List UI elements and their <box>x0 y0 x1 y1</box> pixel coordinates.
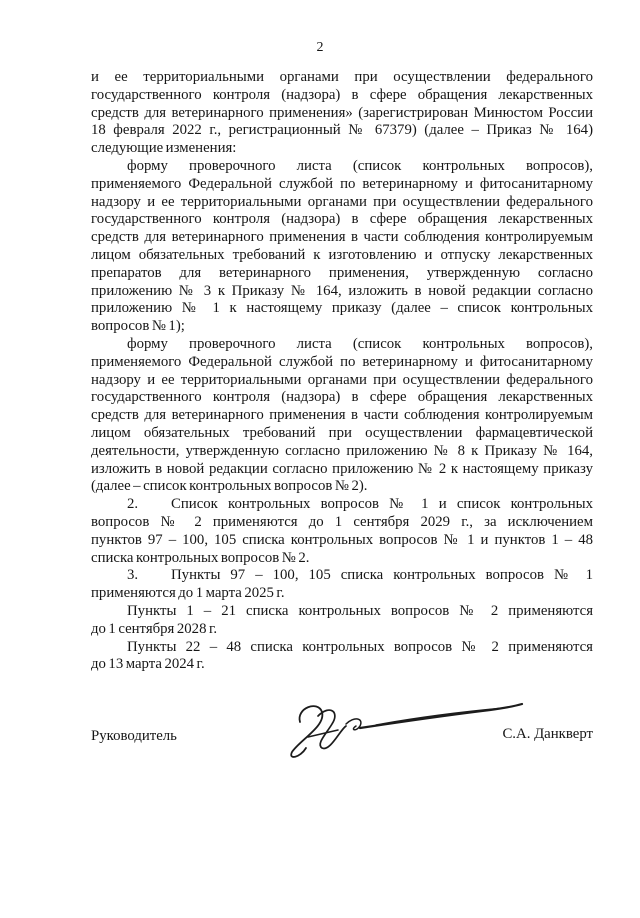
body-line-text: Список контрольных вопросов № 1 и список контрольных <box>171 496 593 513</box>
body-line: (далее – список контрольных вопросов № 2). <box>91 478 368 495</box>
item-number: 2. <box>127 496 139 513</box>
body-line: форму проверочного листа (список контрольных вопросов), <box>127 157 593 174</box>
body-line: средств для ветеринарного применения» (зарегистрирован Минюстом России <box>91 104 593 121</box>
item-2 <box>91 496 593 567</box>
body-line: средств для ветеринарного применения в части соблюдения контролируемым <box>91 407 593 424</box>
body-line: государственного контроля (надзора) в сфере обращения лекарственных <box>91 86 593 103</box>
item-3 <box>91 567 593 603</box>
body-line: и ее территориальными органами при осуществлении федерального <box>91 69 593 85</box>
body-line: следующие изменения: <box>91 140 237 157</box>
body-line: государственного контроля (надзора) в сфере обращения лекарственных <box>91 211 593 228</box>
paragraph-items-22-48 <box>91 639 593 675</box>
body-line: применяемого Федеральной службой по ветеринарному и фитосанитарному <box>91 175 593 192</box>
body-line: до 13 марта 2024 г. <box>91 656 205 673</box>
body-line: надзору и ее территориальными органами при осуществлении федерального <box>91 193 593 210</box>
paragraph-items-1-21 <box>91 603 593 639</box>
body-line: лицом обязательных требований к изготовлению и отпуску лекарственных <box>91 246 593 263</box>
body-line: 18 февраля 2022 г., регистрационный № 67379) (далее – Приказ № 164) <box>91 122 593 139</box>
body-line: Пункты 1 – 21 списка контрольных вопросов № 2 применяются <box>127 602 593 619</box>
body-line: лицом обязательных требований при осуществлении фармацевтической <box>91 424 593 441</box>
body-line: применяются до 1 марта 2025 г. <box>91 585 285 602</box>
body-line: приложению № 1 к настоящему приказу (далее – список контрольных <box>91 300 593 317</box>
body-line: надзору и ее территориальными органами при осуществлении федерального <box>91 371 593 388</box>
body-line: препаратов для ветеринарного применения, утвержденную согласно <box>91 264 593 281</box>
body-line: вопросов № 2 применяются до 1 сентября 2029 г., за исключением <box>91 513 593 530</box>
body-line: приложению № 3 к Приказу № 164, изложить в новой редакции согласно <box>91 282 593 299</box>
paragraph-intro <box>91 69 593 158</box>
body-line: государственного контроля (надзора) в сфере обращения лекарственных <box>91 389 593 406</box>
body-line: до 1 сентября 2028 г. <box>91 620 218 637</box>
paragraph-form-list-1 <box>91 158 593 336</box>
handwritten-signature <box>280 690 530 770</box>
signatory-name: С.А. Данкверт <box>502 726 593 742</box>
paragraph-form-list-2 <box>91 336 593 496</box>
body-line: пунктов 97 – 100, 105 списка контрольных вопросов № 1 и пунктов 1 – 48 <box>91 531 593 548</box>
body-line: вопросов № 1); <box>91 318 185 335</box>
body-line: форму проверочного листа (список контрольных вопросов), <box>127 335 593 352</box>
body-line <box>91 567 593 585</box>
body-line: применяемого Федеральной службой по ветеринарному и фитосанитарному <box>91 353 593 370</box>
body-line: деятельности, утвержденную согласно приложению № 8 к Приказу № 164, <box>91 442 593 459</box>
signatory-position: Руководитель <box>91 728 177 744</box>
body-line-text: Пункты 97 – 100, 105 списка контрольных вопросов № 1 <box>171 567 593 584</box>
document-body <box>91 69 593 674</box>
body-line: списка контрольных вопросов № 2. <box>91 549 310 566</box>
page-number: 2 <box>316 40 324 55</box>
body-line: средств для ветеринарного применения в части соблюдения контролируемым <box>91 229 593 246</box>
body-line <box>91 496 593 514</box>
body-line: Пункты 22 – 48 списка контрольных вопросов № 2 применяются <box>127 638 593 655</box>
body-line: изложить в новой редакции согласно приложению № 2 к настоящему приказу <box>91 460 593 477</box>
item-number: 3. <box>127 567 139 584</box>
